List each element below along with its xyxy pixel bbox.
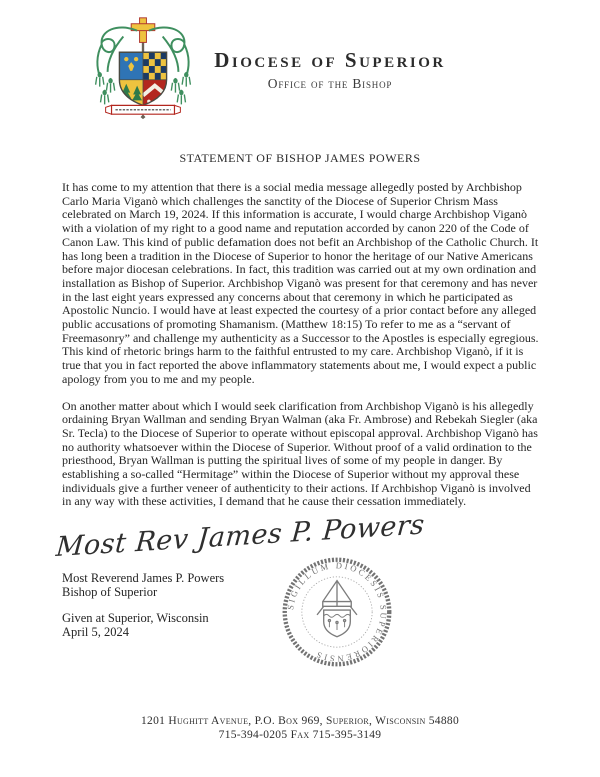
organization-name: Diocese of Superior (214, 48, 446, 72)
footer (0, 715, 600, 742)
letterhead (195, 48, 465, 92)
motto-banner (106, 105, 181, 114)
paragraph-2: On another matter about which I would seek clarification from Archbishop Viganò is his allegedly ordaining Bryan Wallman and sending Bryan Walman (aka Fr. Ambrose) and Rebekah Siegler (aka Sr. Tecla) to the Diocese of Superior to operate without episcopal approval. Archbishop Viganò has no authority whatsoever within the Diocese of Superior. Without proof of a valid ordination to the priesthood, Bryan Wallman is putting the spiritual lives of some of my people in danger. By establishing a so-called “Hermitage” within the Diocese of Superior without my approval these individuals give a further veneer of authenticity to their actions. If Archbishop Viganò is involved in any way with these activities, I demand that he cause their cessation immediately. (62, 398, 538, 509)
diocese-coat-of-arms-icon (84, 14, 202, 120)
footer-address: 1201 Hughitt Avenue, P.O. Box 969, Superior, Wisconsin 54880 (140, 715, 460, 727)
diocese-seal-icon (280, 555, 394, 669)
signer-title: Bishop of Superior (62, 585, 158, 599)
statement-title: STATEMENT OF BISHOP JAMES POWERS (179, 151, 421, 165)
paragraph-1: It has come to my attention that there is a social media message allegedly posted by Archbishop Carlo Maria Viganò which challenges the sanctity of the Diocese of Superior Chrism Mass celebrated on March 19, 2024. If this information is accurate, I would charge Archbishop Viganò with a violation of my right to a good name and reputation accorded by canon 220 of the Code of Canon Law. This kind of public defamation does not befit an Archbishop of the Catholic Church. It has long been a tradition in the Diocese of Superior to honor the heritage of our Native Americans before major diocesan celebrations. In fact, this tradition was carried out at my own ordination and installation as Bishop of Superior. Archbishop Viganò was present for that ceremony and has never in the last eight years expressed any concerns about that ceremony in which he participated as Apostolic Nuncio. I would have at least expected the courtesy of a prior contact before any alleged public accusations of promoting Shamanism. (Matthew 18:15) To refer to me as a “servant of Freemasonry” and challenge my authenticity as a Successor to the Apostles is especially egregious. This kind of rhetoric brings harm to the faithful entrusted to my care. Archbishop Viganò, if it is true that you in fact reported the above inflammatory statements about me, I would expect a public apology from you to me and my people. (62, 180, 539, 386)
seal-inscription: SIGILLUM DIOCESIS SUPERIORENSIS (285, 560, 389, 664)
letter-body (62, 181, 542, 522)
dateline-date: April 5, 2024 (62, 625, 130, 639)
signer-block (62, 571, 224, 599)
handwritten-signature: Most Rev James P. Powers (54, 509, 426, 564)
footer-phone: 715-394-0205 Fax 715-395-3149 (218, 728, 382, 741)
dateline (62, 611, 209, 639)
dateline-place: Given at Superior, Wisconsin (62, 611, 209, 625)
signer-name: Most Reverend James P. Powers (62, 571, 225, 585)
office-name: Office of the Bishop (267, 76, 393, 91)
